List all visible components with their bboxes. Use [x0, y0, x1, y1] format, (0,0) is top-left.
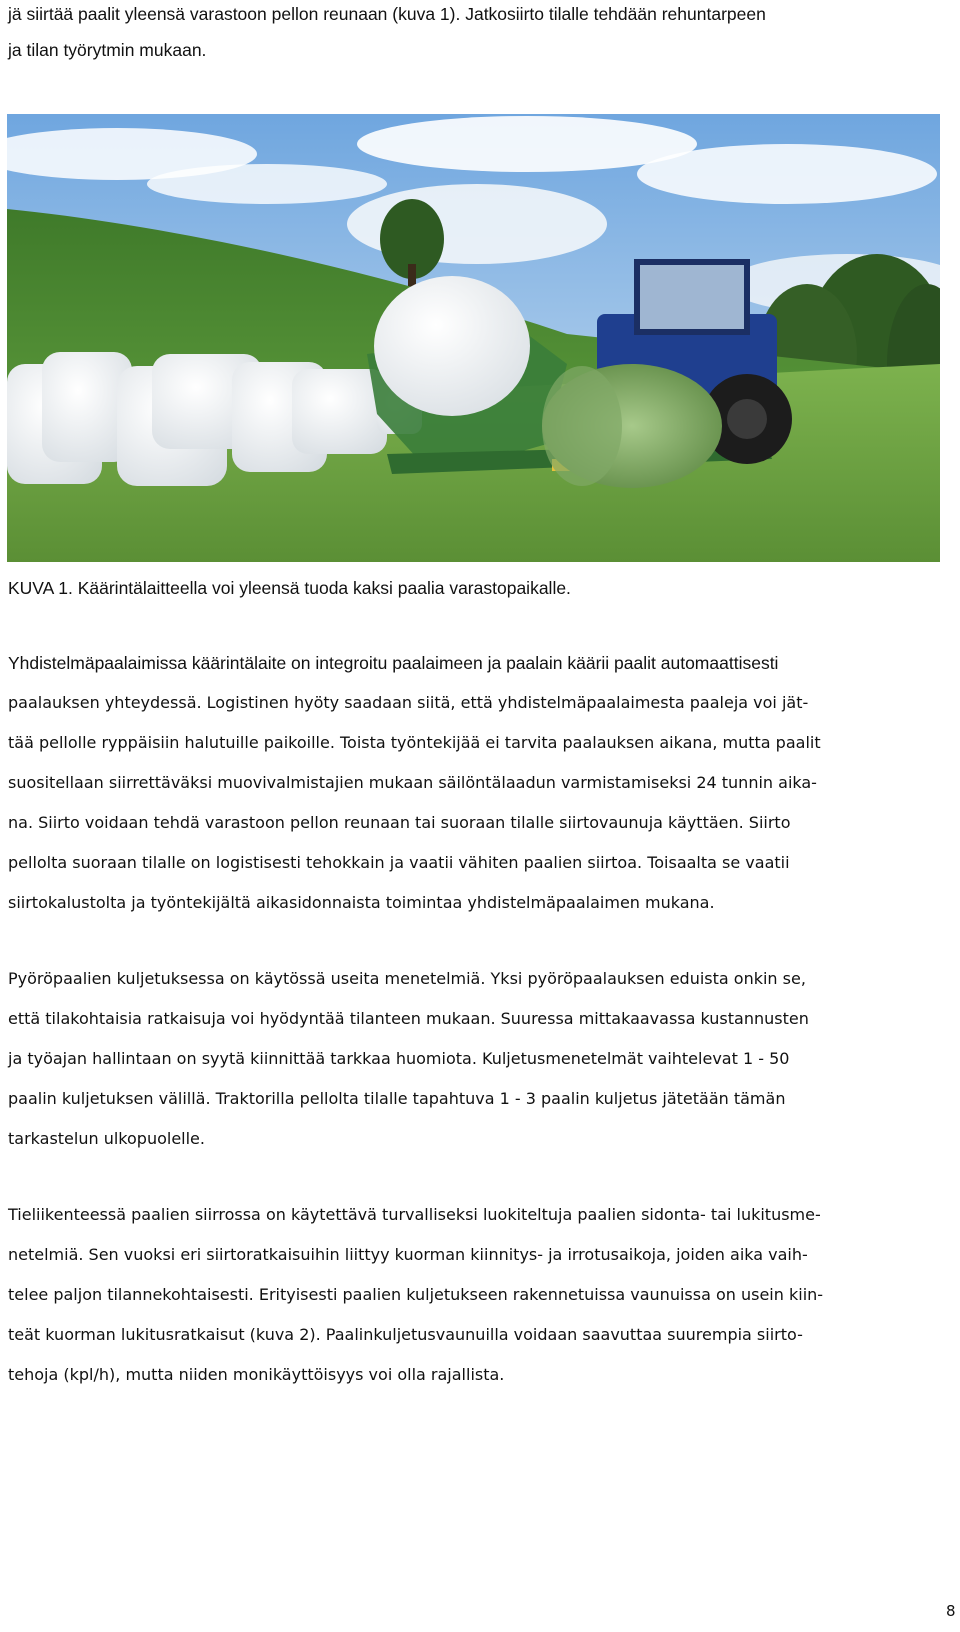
paragraph-1-line-3: tää pellolle ryppäisiin halutuille paikoille. Toista työntekijää ei tarvita paalauksen aikana, mutta paalit — [8, 733, 821, 752]
paragraph-1-line-4: suositellaan siirrettäväksi muovivalmistajien mukaan säilöntälaadun varmistamiseksi 24 tunnin aika- — [8, 773, 817, 792]
paragraph-2-line-1: Pyöröpaalien kuljetuksessa on käytössä useita menetelmiä. Yksi pyöröpaalauksen eduista onkin se, — [8, 969, 806, 988]
paragraph-3-line-5: tehoja (kpl/h), mutta niiden monikäyttöisyys voi olla rajallista. — [8, 1365, 505, 1384]
paragraph-2-line-3: ja työajan hallintaan on syytä kiinnittää tarkkaa huomiota. Kuljetusmenetelmät vaihtelevat 1 - 50 — [8, 1049, 790, 1068]
paragraph-2-line-5: tarkastelun ulkopuolelle. — [8, 1129, 205, 1148]
paragraph-1-line-6: pellolta suoraan tilalle on logistisesti tehokkain ja vaatii vähiten paalien siirtoa. Toisaalta se vaatii — [8, 853, 790, 872]
paragraph-2-line-2: että tilakohtaisia ratkaisuja voi hyödyntää tilanteen mukaan. Suuressa mittakaavassa kustannusten — [8, 1009, 809, 1028]
paragraph-1-line-1: Yhdistelmäpaalaimissa käärintälaite on integroitu paalaimeen ja paalain käärii paalit automaattisesti — [8, 653, 779, 673]
paragraph-3-line-4: teät kuorman lukitusratkaisut (kuva 2). Paalinkuljetusvaunuilla voidaan saavuttaa suurempia siirto- — [8, 1325, 803, 1344]
paragraph-3-line-2: netelmiä. Sen vuoksi eri siirtoratkaisuihin liittyy kuorman kiinnitys- ja irrotusaikoja, joiden aika vaih- — [8, 1245, 808, 1264]
paragraph-1-line-5: na. Siirto voidaan tehdä varastoon pellon reunaan tai suoraan tilalle siirtovaunuja käyttäen. Siirto — [8, 813, 791, 832]
paragraph-2-line-4: paalin kuljetuksen välillä. Traktorilla pellolta tilalle tapahtuva 1 - 3 paalin kuljetus jätetään tämän — [8, 1089, 786, 1108]
intro-line-2: ja tilan työrytmin mukaan. — [8, 40, 207, 60]
paragraph-3-line-3: telee paljon tilannekohtaisesti. Erityisesti paalien kuljetukseen rakennetuissa vaunuissa on usein kiin- — [8, 1285, 824, 1304]
intro-line-1: jä siirtää paalit yleensä varastoon pellon reunaan (kuva 1). Jatkosiirto tilalle tehdään rehuntarpeen — [8, 4, 766, 24]
paragraph-1-line-7: siirtokalustolta ja työntekijältä aikasidonnaista toimintaa yhdistelmäpaalaimen mukana. — [8, 893, 715, 912]
page-number: 8 — [946, 1602, 956, 1620]
bale-wrapper-photo — [7, 114, 940, 562]
figure-photo — [7, 114, 940, 562]
paragraph-1-line-2: paalauksen yhteydessä. Logistinen hyöty saadaan siitä, että yhdistelmäpaalaimesta paaleja voi jät- — [8, 693, 809, 712]
paragraph-3-line-1: Tieliikenteessä paalien siirrossa on käytettävä turvalliseksi luokiteltuja paalien sidonta- tai lukitusme- — [8, 1205, 821, 1224]
figure-caption: KUVA 1. Käärintälaitteella voi yleensä tuoda kaksi paalia varastopaikalle. — [8, 578, 571, 598]
